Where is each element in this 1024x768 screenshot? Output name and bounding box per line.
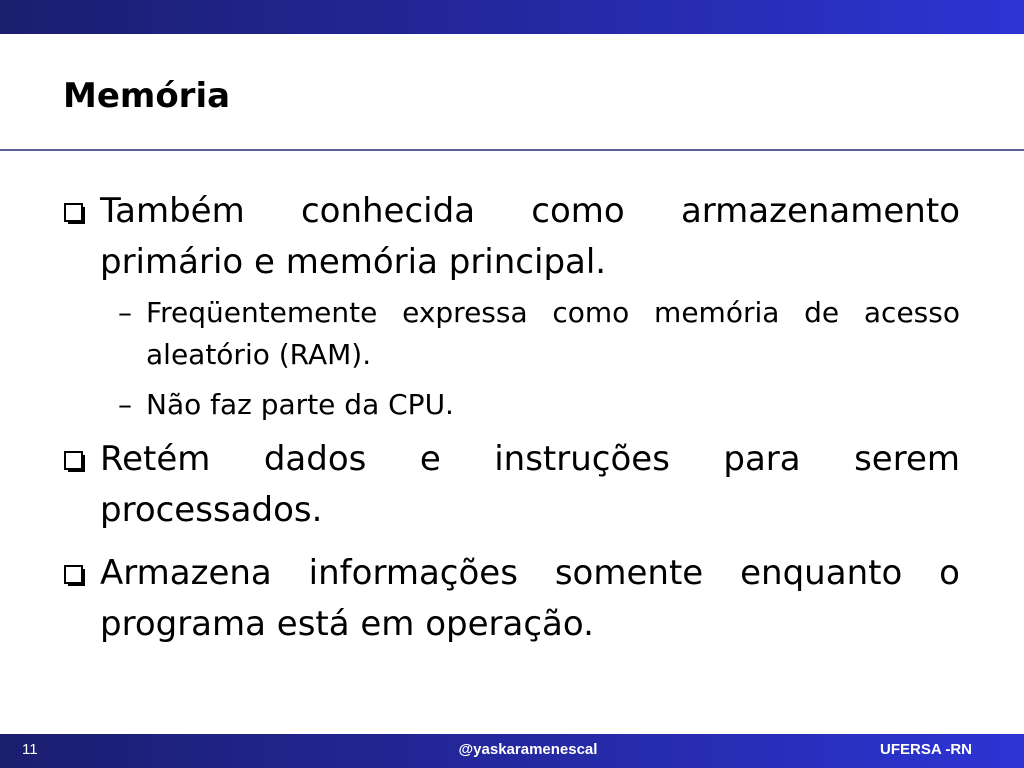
sub-bullet-item: [62, 384, 960, 426]
bullet-text: Armazena informações somente enquanto o programa está em operação.: [100, 553, 960, 644]
bullet-item: [62, 186, 960, 288]
page-number: 11: [22, 741, 38, 758]
bullet-text: Também conhecida como armazenamento primário e memória principal.: [100, 191, 960, 282]
slide-title: Memória: [63, 76, 231, 116]
bullet-item: [62, 548, 960, 650]
sub-bullet-item: [62, 292, 960, 376]
dash-marker: –: [118, 388, 132, 421]
bullet-text: Retém dados e instruções para serem processados.: [100, 439, 960, 530]
slide-content: [62, 186, 960, 662]
checkbox-square-icon: [62, 449, 92, 473]
dash-marker: –: [118, 296, 132, 329]
footer-institution: UFERSA -RN: [880, 741, 972, 758]
checkbox-square-icon: [62, 201, 92, 225]
header-bar: [0, 0, 1024, 34]
title-divider: [0, 149, 1024, 151]
checkbox-square-icon: [62, 563, 92, 587]
footer-author: @yaskaramenescal: [458, 741, 598, 758]
sub-bullet-text: Freqüentemente expressa como memória de acesso aleatório (RAM).: [146, 296, 960, 371]
sub-bullet-text: Não faz parte da CPU.: [146, 388, 454, 421]
bullet-item: [62, 434, 960, 536]
